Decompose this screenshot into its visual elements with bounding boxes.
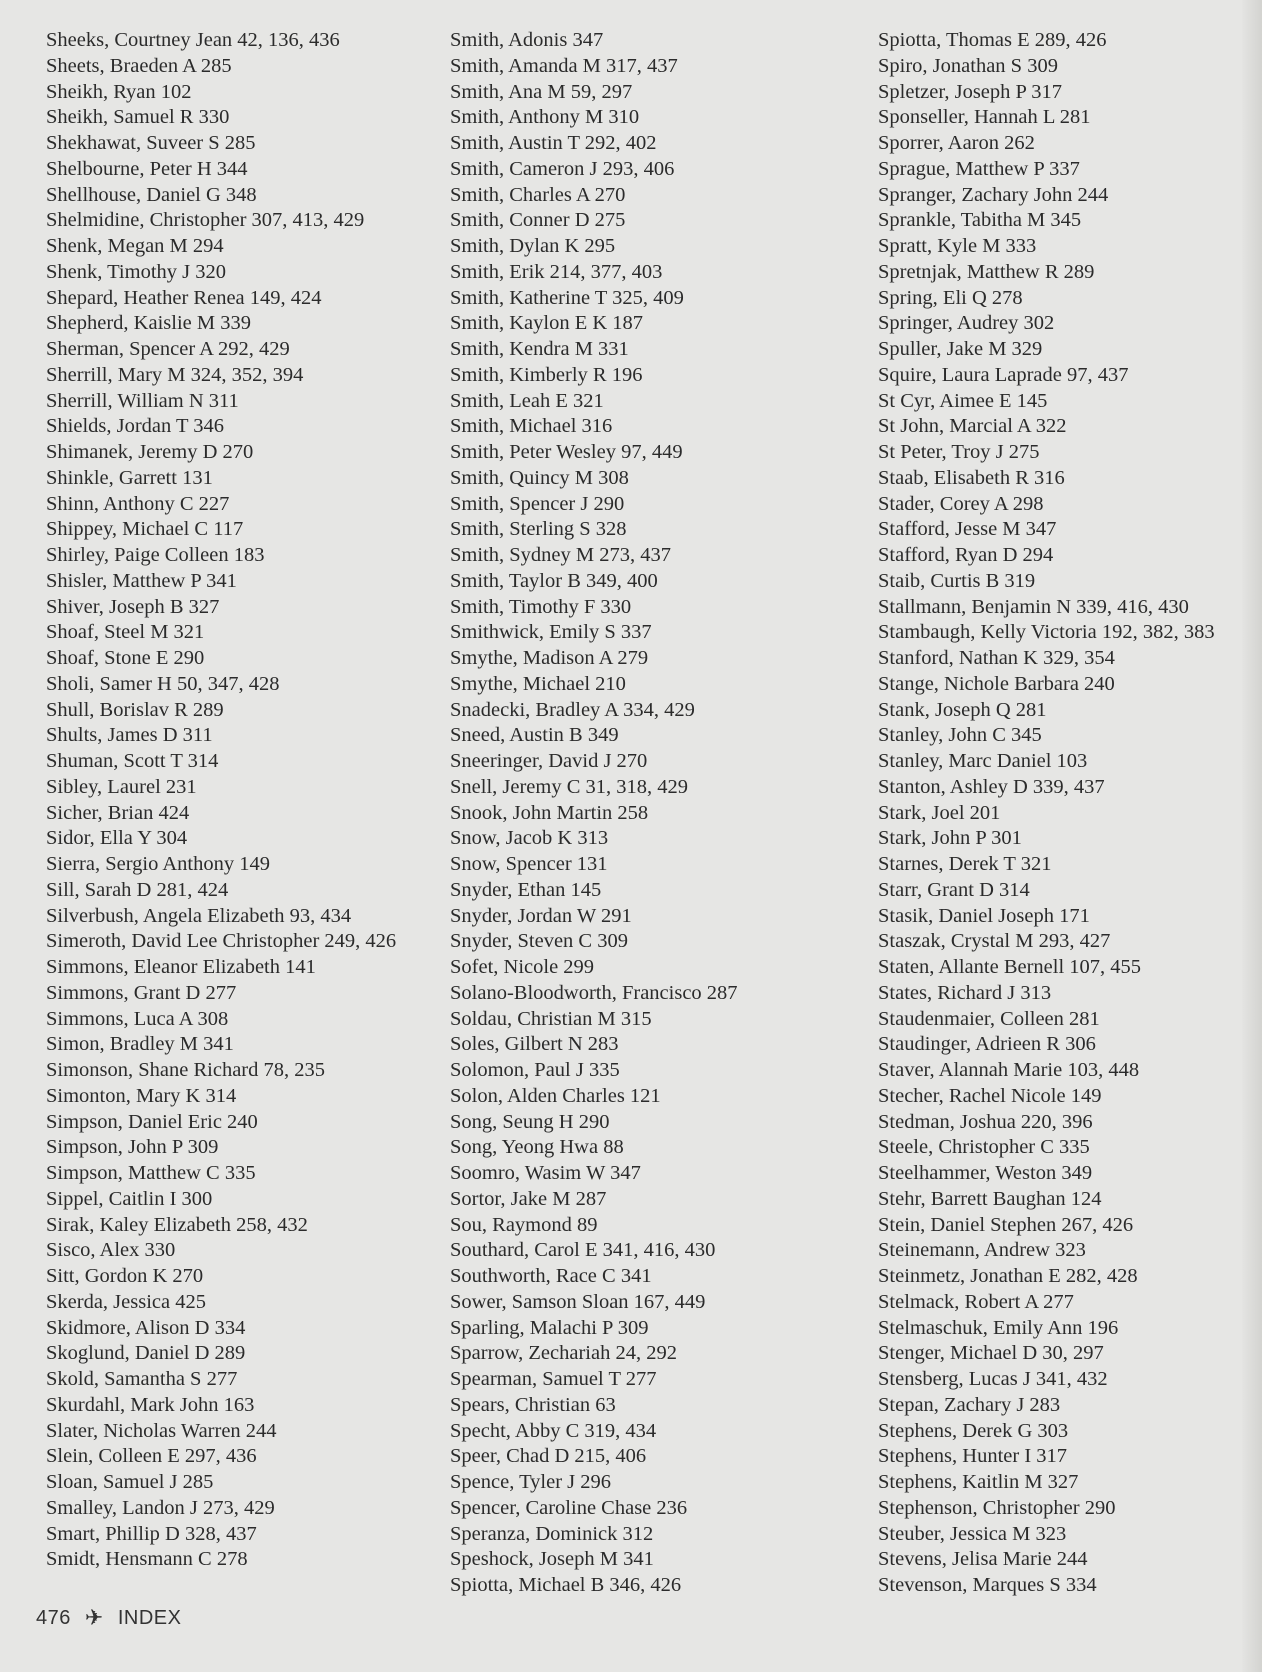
- index-entry: Shenk, Megan M 294: [46, 235, 224, 257]
- index-column-1: [46, 28, 396, 1573]
- index-entry: Skoglund, Daniel D 289: [46, 1342, 246, 1365]
- index-entry: Sirak, Kaley Elizabeth 258, 432: [46, 1213, 308, 1236]
- index-entry: Sparrow, Zechariah 24, 292: [450, 1342, 677, 1365]
- index-entry: Sheikh, Samuel R 330: [46, 106, 230, 129]
- index-entry: Simonton, Mary K 314: [46, 1084, 237, 1107]
- index-entry: Snow, Spencer 131: [450, 853, 608, 875]
- index-entry: Stanton, Ashley D 339, 437: [878, 775, 1105, 798]
- index-entry: Sidor, Ella Y 304: [46, 827, 188, 850]
- index-entry: Spratt, Kyle M 333: [878, 235, 1037, 257]
- index-entry: Snyder, Steven C 309: [450, 930, 628, 953]
- section-label: INDEX: [117, 1606, 182, 1629]
- index-entry: Smith, Sterling S 328: [450, 518, 627, 541]
- index-entry: Steuber, Jessica M 323: [878, 1522, 1067, 1545]
- index-entry: Sneed, Austin B 349: [450, 724, 619, 747]
- index-entry: Spence, Tyler J 296: [450, 1471, 612, 1493]
- index-entry: Sou, Raymond 89: [450, 1213, 598, 1236]
- index-entry: Shirley, Paige Colleen 183: [46, 544, 265, 566]
- index-entry: Spiotta, Thomas E 289, 426: [878, 29, 1107, 51]
- index-entry: Smith, Quincy M 308: [450, 466, 629, 489]
- index-entry: Steelhammer, Weston 349: [878, 1162, 1093, 1184]
- index-entry: Smidt, Hensmann C 278: [46, 1548, 248, 1571]
- index-entry: Smith, Anthony M 310: [450, 106, 640, 129]
- index-entry: Stenger, Michael D 30, 297: [878, 1342, 1104, 1365]
- index-entry: Sofet, Nicole 299: [450, 956, 595, 978]
- index-entry: Shoaf, Steel M 321: [46, 621, 205, 644]
- index-entry: Stanley, Marc Daniel 103: [878, 750, 1088, 772]
- index-entry: Spring, Eli Q 278: [878, 286, 1023, 309]
- index-entry: St John, Marcial A 322: [878, 415, 1067, 438]
- index-entry: Solomon, Paul J 335: [450, 1059, 620, 1081]
- index-entry: Steele, Christopher C 335: [878, 1136, 1090, 1159]
- index-entry: Sower, Samson Sloan 167, 449: [450, 1290, 706, 1313]
- index-entry: Sisco, Alex 330: [46, 1239, 176, 1262]
- page-edge-shadow: [1242, 0, 1262, 1672]
- index-entry: Song, Seung H 290: [450, 1110, 610, 1133]
- index-entry: Sortor, Jake M 287: [450, 1187, 607, 1210]
- index-entry: Simmons, Eleanor Elizabeth 141: [46, 956, 316, 978]
- index-entry: Stanley, John C 345: [878, 724, 1042, 747]
- index-entry: Sicher, Brian 424: [46, 801, 190, 824]
- index-entry: Specht, Abby C 319, 434: [450, 1419, 657, 1442]
- index-entry: Stank, Joseph Q 281: [878, 698, 1047, 721]
- index-entry: Smythe, Madison A 279: [450, 647, 649, 669]
- index-entry: Smith, Ana M 59, 297: [450, 80, 633, 103]
- index-entry: Simpson, Matthew C 335: [46, 1162, 256, 1184]
- index-entry: Shinn, Anthony C 227: [46, 492, 230, 515]
- index-entry: Stecher, Rachel Nicole 149: [878, 1084, 1102, 1107]
- index-entry: Stelmack, Robert A 277: [878, 1290, 1074, 1313]
- index-entry: Smith, Taylor B 349, 400: [450, 569, 658, 592]
- index-entry: Sneeringer, David J 270: [450, 750, 648, 772]
- index-entry: Stambaugh, Kelly Victoria 192, 382, 383: [878, 621, 1215, 644]
- index-entry: Sporrer, Aaron 262: [878, 132, 1035, 154]
- index-entry: Solano-Bloodworth, Francisco 287: [450, 981, 738, 1004]
- index-column-2: [450, 28, 738, 1599]
- index-entry: Smith, Leah E 321: [450, 389, 604, 412]
- index-column-3: [878, 28, 1215, 1599]
- index-entry: Shellhouse, Daniel G 348: [46, 183, 257, 206]
- index-entry: Shisler, Matthew P 341: [46, 569, 237, 592]
- index-entry: Skurdahl, Mark John 163: [46, 1393, 255, 1416]
- index-entry: Smith, Charles A 270: [450, 183, 626, 206]
- index-entry: Sloan, Samuel J 285: [46, 1471, 214, 1493]
- index-entry: Stanford, Nathan K 329, 354: [878, 647, 1115, 669]
- index-entry: Shenk, Timothy J 320: [46, 260, 226, 283]
- index-entry: Shoaf, Stone E 290: [46, 647, 205, 669]
- index-entry: Smith, Dylan K 295: [450, 235, 616, 257]
- index-entry: Shults, James D 311: [46, 724, 213, 747]
- index-entry: Sherman, Spencer A 292, 429: [46, 338, 290, 360]
- index-entry: Stevenson, Marques S 334: [878, 1574, 1097, 1596]
- index-entry: Smith, Adonis 347: [450, 29, 604, 51]
- index-entry: Simonson, Shane Richard 78, 235: [46, 1059, 326, 1081]
- index-entry: Sierra, Sergio Anthony 149: [46, 853, 270, 875]
- index-entry: Stepan, Zachary J 283: [878, 1393, 1061, 1416]
- index-entry: Sprankle, Tabitha M 345: [878, 209, 1082, 232]
- index-entry: Smith, Conner D 275: [450, 209, 626, 232]
- index-entry: Skidmore, Alison D 334: [46, 1316, 246, 1339]
- index-entry: Sherrill, William N 311: [46, 389, 239, 412]
- index-entry: Sholi, Samer H 50, 347, 428: [46, 672, 280, 695]
- index-entry: Shuman, Scott T 314: [46, 750, 219, 772]
- index-entry: Stephens, Derek G 303: [878, 1419, 1069, 1442]
- index-entry: Southworth, Race C 341: [450, 1265, 652, 1287]
- index-entry: Smithwick, Emily S 337: [450, 621, 652, 644]
- index-entry: Stafford, Jesse M 347: [878, 518, 1057, 541]
- index-entry: Smith, Michael 316: [450, 415, 613, 438]
- index-entry: Snadecki, Bradley A 334, 429: [450, 698, 695, 721]
- index-entry: Stark, Joel 201: [878, 801, 1001, 824]
- index-entry: Smith, Amanda M 317, 437: [450, 54, 678, 77]
- index-entry: Sparling, Malachi P 309: [450, 1316, 649, 1339]
- index-entry: St Peter, Troy J 275: [878, 441, 1040, 463]
- index-entry: Shekhawat, Suveer S 285: [46, 132, 256, 154]
- plane-icon: ✈: [84, 1605, 104, 1630]
- index-entry: Sprague, Matthew P 337: [878, 157, 1080, 180]
- index-entry: Shiver, Joseph B 327: [46, 595, 220, 618]
- index-entry: Springer, Audrey 302: [878, 312, 1055, 335]
- index-entry: Stelmaschuk, Emily Ann 196: [878, 1316, 1119, 1339]
- index-entry: Snyder, Jordan W 291: [450, 904, 632, 927]
- index-entry: Smith, Katherine T 325, 409: [450, 286, 684, 309]
- index-entry: Spears, Christian 63: [450, 1393, 616, 1416]
- index-entry: Speranza, Dominick 312: [450, 1522, 654, 1545]
- index-entry: Simpson, Daniel Eric 240: [46, 1110, 258, 1133]
- index-entry: Simon, Bradley M 341: [46, 1033, 234, 1056]
- index-entry: Staszak, Crystal M 293, 427: [878, 930, 1111, 953]
- index-entry: Stasik, Daniel Joseph 171: [878, 904, 1090, 927]
- index-entry: Spletzer, Joseph P 317: [878, 80, 1063, 103]
- index-entry: Shields, Jordan T 346: [46, 415, 225, 438]
- index-entry: Smalley, Landon J 273, 429: [46, 1496, 275, 1519]
- index-entry: Shepard, Heather Renea 149, 424: [46, 286, 322, 309]
- index-entry: Staudenmaier, Colleen 281: [878, 1007, 1100, 1030]
- index-entry: St Cyr, Aimee E 145: [878, 389, 1048, 412]
- index-entry: Simmons, Grant D 277: [46, 981, 237, 1004]
- index-entry: Sitt, Gordon K 270: [46, 1265, 204, 1287]
- index-entry: Smith, Kimberly R 196: [450, 363, 643, 386]
- index-entry: Stark, John P 301: [878, 827, 1022, 850]
- index-entry: Silverbush, Angela Elizabeth 93, 434: [46, 904, 352, 927]
- index-entry: Smart, Phillip D 328, 437: [46, 1522, 257, 1545]
- index-entry: Smith, Spencer J 290: [450, 492, 625, 515]
- index-entry: Stafford, Ryan D 294: [878, 544, 1054, 566]
- index-entry: Slater, Nicholas Warren 244: [46, 1419, 277, 1442]
- index-entry: Snook, John Martin 258: [450, 801, 649, 824]
- index-entry: Staten, Allante Bernell 107, 455: [878, 956, 1142, 978]
- index-entry: Smith, Peter Wesley 97, 449: [450, 441, 683, 463]
- index-entry: Smith, Kendra M 331: [450, 338, 629, 360]
- index-entry: Staudinger, Adrieen R 306: [878, 1033, 1096, 1056]
- index-entry: Sheikh, Ryan 102: [46, 80, 192, 103]
- index-entry: Stephens, Hunter I 317: [878, 1445, 1068, 1468]
- index-entry: Skerda, Jessica 425: [46, 1290, 206, 1313]
- index-entry: Spuller, Jake M 329: [878, 338, 1043, 360]
- index-entry: Spiro, Jonathan S 309: [878, 54, 1058, 77]
- index-entry: Shull, Borislav R 289: [46, 698, 224, 721]
- index-entry: Soomro, Wasim W 347: [450, 1162, 641, 1184]
- index-entry: Smith, Sydney M 273, 437: [450, 544, 671, 566]
- page-footer: [36, 1605, 181, 1631]
- index-entry: Sill, Sarah D 281, 424: [46, 878, 229, 901]
- index-entry: Song, Yeong Hwa 88: [450, 1136, 624, 1159]
- index-entry: Smith, Austin T 292, 402: [450, 132, 657, 154]
- index-entry: Sippel, Caitlin I 300: [46, 1187, 213, 1210]
- index-entry: Smith, Erik 214, 377, 403: [450, 260, 663, 283]
- index-entry: Spencer, Caroline Chase 236: [450, 1496, 688, 1519]
- index-entry: Steinmetz, Jonathan E 282, 428: [878, 1265, 1138, 1287]
- index-entry: Stehr, Barrett Baughan 124: [878, 1187, 1102, 1210]
- index-entry: Smith, Cameron J 293, 406: [450, 157, 675, 180]
- index-entry: Shelmidine, Christopher 307, 413, 429: [46, 209, 365, 232]
- index-entry: Speshock, Joseph M 341: [450, 1548, 654, 1571]
- index-entry: Sponseller, Hannah L 281: [878, 106, 1091, 129]
- index-entry: Steinemann, Andrew 323: [878, 1239, 1086, 1262]
- index-entry: Snow, Jacob K 313: [450, 827, 609, 850]
- index-entry: Spiotta, Michael B 346, 426: [450, 1574, 682, 1596]
- index-entry: Stedman, Joshua 220, 396: [878, 1110, 1093, 1133]
- index-entry: Southard, Carol E 341, 416, 430: [450, 1239, 716, 1262]
- index-entry: Smith, Kaylon E K 187: [450, 312, 644, 335]
- index-entry: Sheeks, Courtney Jean 42, 136, 436: [46, 29, 340, 51]
- index-entry: Stallmann, Benjamin N 339, 416, 430: [878, 595, 1189, 618]
- index-entry: Shelbourne, Peter H 344: [46, 157, 248, 180]
- index-entry: Simmons, Luca A 308: [46, 1007, 229, 1030]
- index-entry: Spranger, Zachary John 244: [878, 183, 1109, 206]
- index-entry: Solon, Alden Charles 121: [450, 1084, 661, 1107]
- index-entry: Stephenson, Christopher 290: [878, 1496, 1116, 1519]
- index-entry: Smythe, Michael 210: [450, 672, 626, 695]
- index-entry: Sherrill, Mary M 324, 352, 394: [46, 363, 304, 386]
- index-entry: Simeroth, David Lee Christopher 249, 426: [46, 930, 397, 953]
- index-entry: Stevens, Jelisa Marie 244: [878, 1548, 1088, 1571]
- index-entry: Shippey, Michael C 117: [46, 518, 244, 541]
- index-entry: Staib, Curtis B 319: [878, 569, 1036, 592]
- index-entry: Starnes, Derek T 321: [878, 853, 1052, 875]
- index-entry: Shimanek, Jeremy D 270: [46, 441, 254, 463]
- index-entry: Stephens, Kaitlin M 327: [878, 1471, 1079, 1493]
- index-entry: Stange, Nichole Barbara 240: [878, 672, 1115, 695]
- index-entry: Spretnjak, Matthew R 289: [878, 260, 1095, 283]
- index-entry: Shinkle, Garrett 131: [46, 466, 213, 489]
- index-entry: Soles, Gilbert N 283: [450, 1033, 619, 1056]
- index-entry: Sheets, Braeden A 285: [46, 54, 232, 77]
- index-entry: States, Richard J 313: [878, 981, 1052, 1004]
- index-entry: Snyder, Ethan 145: [450, 878, 602, 901]
- index-entry: Shepherd, Kaislie M 339: [46, 312, 251, 335]
- index-entry: Sibley, Laurel 231: [46, 775, 197, 798]
- index-entry: Stein, Daniel Stephen 267, 426: [878, 1213, 1134, 1236]
- index-entry: Staab, Elisabeth R 316: [878, 466, 1065, 489]
- index-entry: Squire, Laura Laprade 97, 437: [878, 363, 1129, 386]
- page-number: 476: [36, 1606, 71, 1629]
- index-entry: Simpson, John P 309: [46, 1136, 219, 1159]
- index-entry: Snell, Jeremy C 31, 318, 429: [450, 775, 689, 798]
- index-entry: Soldau, Christian M 315: [450, 1007, 652, 1030]
- index-entry: Slein, Colleen E 297, 436: [46, 1445, 257, 1468]
- index-entry: Stensberg, Lucas J 341, 432: [878, 1368, 1108, 1390]
- index-entry: Starr, Grant D 314: [878, 878, 1030, 901]
- index-entry: Stader, Corey A 298: [878, 492, 1044, 515]
- index-entry: Spearman, Samuel T 277: [450, 1368, 657, 1390]
- index-entry: Skold, Samantha S 277: [46, 1368, 238, 1390]
- index-entry: Staver, Alannah Marie 103, 448: [878, 1059, 1140, 1081]
- index-entry: Speer, Chad D 215, 406: [450, 1445, 647, 1468]
- index-entry: Smith, Timothy F 330: [450, 595, 632, 618]
